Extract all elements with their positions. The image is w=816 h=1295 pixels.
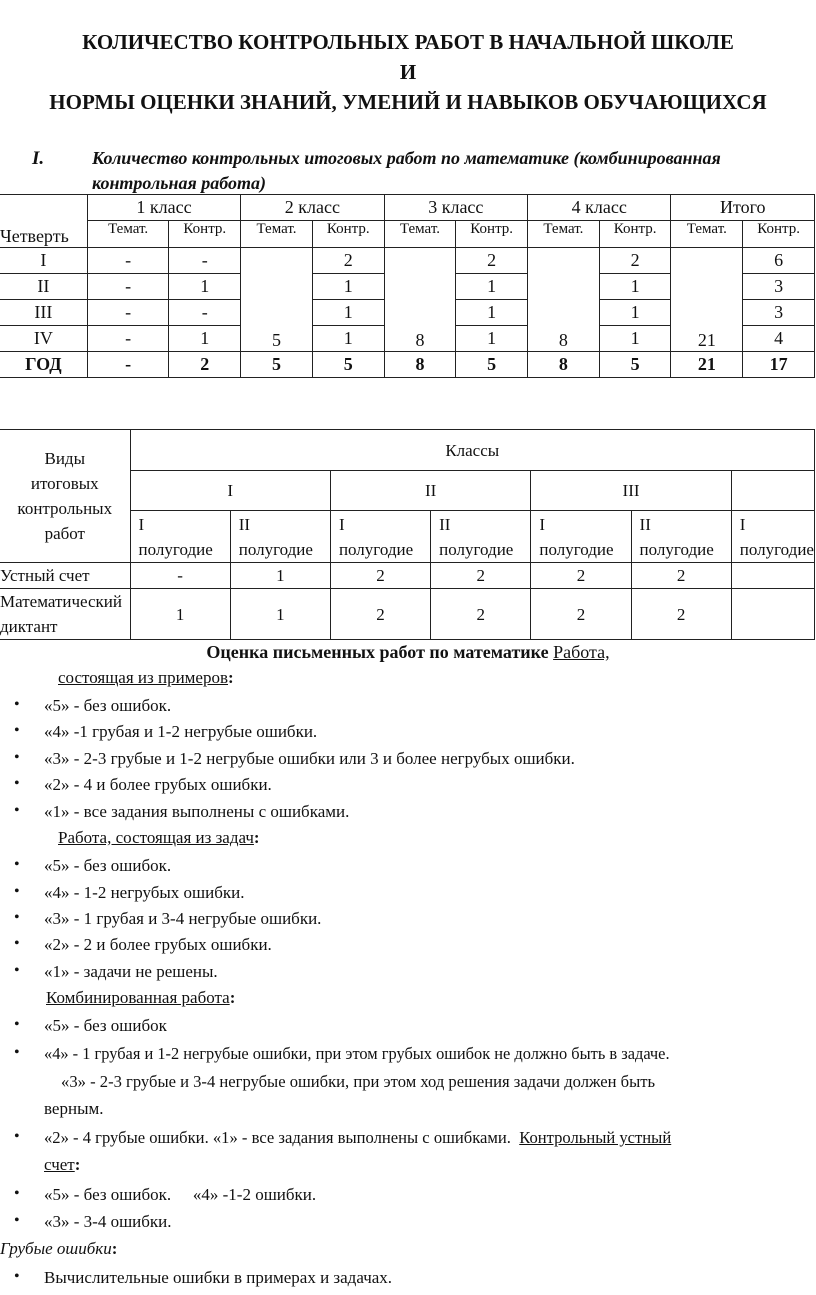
row-label [0,589,130,640]
list-item: Вычислительные ошибки в примерах и задачах. [44,1268,393,1287]
quarter-cell: IV [0,326,87,352]
types-header-line: работ [44,524,85,543]
list-item: «5» - без ошибок. [44,696,172,715]
subheader-tem: Темат. [671,221,743,248]
year-label: ГОД [0,352,87,378]
table-cell: - [87,326,169,352]
list-item: «3» - 2-3 грубые и 3-4 негрубые ошибки, при этом ход решения задачи должен быть [44,1072,638,1091]
subheader-tem: Темат. [87,221,169,248]
table-cell: 3 [743,300,815,326]
table-cell: 2 [431,563,531,589]
grading-heading-underlined: Работа, [553,642,610,662]
subheader-tem: Темат. [528,221,600,248]
half-word: полугодие [739,539,814,559]
class-4-tem-merged: 8 [528,248,600,352]
list-item: «3» - 1 грубая и 3-4 негрубые ошибки. [44,909,322,928]
subheader-kontr: Контр. [169,221,241,248]
subheader-kontr: Контр. [456,221,528,248]
class-iv-header [731,471,814,511]
title-line-1: КОЛИЧЕСТВО КОНТРОЛЬНЫХ РАБОТ В НАЧАЛЬНОЙ ШКОЛЕ [82,30,734,54]
list-item: «5» - без ошибок [44,1016,167,1035]
quarter-cell: I [0,248,87,274]
half-header [130,511,230,563]
quarter-cell: III [0,300,87,326]
table-cell: 1 [230,563,330,589]
table-cell: - [169,300,241,326]
table-cell: 4 [743,326,815,352]
list-item: «3» - 3-4 ошибки. [44,1212,172,1231]
bullet: • [14,1268,20,1285]
list-item: «2» - 2 и более грубых ошибки. [44,935,272,954]
table-cell: 6 [743,248,815,274]
table-cell: 1 [456,326,528,352]
table-cell: 1 [130,589,230,640]
bullet: • [14,1044,20,1061]
colon: : [111,1239,118,1258]
list-item: «1» - все задания выполнены с ошибками. [44,802,350,821]
bullet: • [14,749,20,766]
oral-heading-text: счет [44,1155,75,1174]
subheader-kontr: Контр. [312,221,384,248]
classes-header: Классы [130,430,814,471]
table-cell: 3 [743,274,815,300]
bullet: • [14,962,20,979]
row-label-line: Математический [0,592,122,611]
table-cell: 1 [599,274,671,300]
table-cell [731,563,814,589]
bullet: • [14,883,20,900]
half-header [531,511,631,563]
examples-heading-text: состоящая из примеров [58,668,229,687]
list-item: «4» -1 грубая и 1-2 негрубые ошибки. [44,722,318,741]
half-word: полугодие [138,539,213,559]
subheader-tem: Темат. [241,221,313,248]
class-3-tem-merged: 8 [384,248,456,352]
list-item: «3» - 2-3 грубые и 1-2 негрубые ошибки или 3 и более негрубых ошибки. [44,749,575,768]
table-cell: - [87,274,169,300]
table-cell: 1 [312,274,384,300]
title-line-2: И [399,60,417,84]
oral-heading-part2 [44,1155,80,1175]
colon: : [229,988,236,1007]
class-1-header: 1 класс [87,195,240,221]
half-word: полугодие [238,539,313,559]
types-header [0,430,130,563]
half-number: II [639,514,651,534]
table-cell: 5 [241,352,313,378]
bullet: • [14,856,20,873]
table-cell: 1 [169,274,241,300]
table-cell: 2 [330,563,430,589]
table-cell: 1 [312,326,384,352]
tasks-heading [58,828,260,848]
gross-heading [0,1239,117,1259]
half-header [230,511,330,563]
half-header [631,511,731,563]
table-cell: 17 [743,352,815,378]
half-number: II [238,514,251,534]
list-item: «4» - 1-2 негрубых ошибки. [44,883,245,902]
combined-heading-text: Комбинированная работа [46,988,230,1007]
class-3-header: 3 класс [384,195,527,221]
section-title-line-2: контрольная работа) [92,173,266,193]
table-cell: 5 [456,352,528,378]
half-number: I [338,514,345,534]
list-item [44,1128,671,1148]
half-word: полугодие [639,539,714,559]
section-title [92,146,816,196]
types-header-line: контрольных [17,499,113,518]
list-item: «4» - 1 грубая и 1-2 негрубые ошибки, при этом грубых ошибок не должно быть в задаче. [44,1044,670,1063]
table-cell: 8 [528,352,600,378]
table-cell: 1 [312,300,384,326]
half-number: I [739,514,746,534]
examples-heading [58,668,234,688]
section-number: I. [32,148,45,169]
grading-heading-bold: Оценка письменных работ по математике [206,642,549,662]
half-word: полугодие [338,539,414,559]
gross-heading-text: Грубые ошибки [0,1239,112,1258]
colon: : [74,1155,81,1174]
table-cell: - [87,300,169,326]
table-cell [731,589,814,640]
class-4-header: 4 класс [528,195,671,221]
list-item: «2» - 4 и более грубых ошибки. [44,775,272,794]
table-cell: 2 [169,352,241,378]
colon: : [228,668,234,687]
table-cell: 1 [599,300,671,326]
half-header [731,511,814,563]
table-cell: 2 [456,248,528,274]
table-cell: 2 [531,563,631,589]
subheader-tem: Темат. [384,221,456,248]
table-cell: 5 [599,352,671,378]
table-cell: 2 [330,589,430,640]
bullet: • [14,1185,20,1202]
table-row [0,589,815,640]
oral-heading-part1: Контрольный устный [519,1128,672,1147]
test-types-table [0,429,815,640]
table-cell: 2 [599,248,671,274]
list-item-text: «2» - 4 грубые ошибки. «1» - все задания выполнены с ошибками. [44,1128,511,1147]
table-row [0,248,815,274]
half-word: полугодие [439,539,514,559]
class-ii-header: II [330,471,530,511]
tasks-heading-text: Работа, состоящая из задач [58,828,254,847]
class-iii-header: III [531,471,731,511]
table-cell: - [130,563,230,589]
half-number: I [138,514,145,534]
table-cell: 2 [631,589,731,640]
table-cell: - [87,352,169,378]
list-item: «5» - без ошибок. [44,856,172,875]
table-cell: 1 [169,326,241,352]
table-cell: - [169,248,241,274]
table-cell: 1 [599,326,671,352]
grading-heading [0,642,816,663]
combined-heading [46,988,235,1008]
table-cell: 2 [431,589,531,640]
bullet: • [14,909,20,926]
quarter-header: Четверть [0,195,87,248]
bullet: • [14,802,20,819]
list-item-continuation: верным. [44,1099,104,1118]
list-item: «1» - задачи не решены. [44,962,218,981]
table-cell: 21 [671,352,743,378]
table-cell: 5 [312,352,384,378]
class-i-header: I [130,471,330,511]
total-header: Итого [671,195,815,221]
bullet: • [14,1212,20,1229]
half-number: I [539,514,546,534]
table-cell: 2 [531,589,631,640]
half-header [330,511,430,563]
year-row [0,352,815,378]
section-title-line-1: Количество контрольных итоговых работ по математике (комбинированная [92,148,721,168]
types-header-line: Виды [44,449,86,468]
types-header-line: итоговых [30,474,99,493]
table-cell: 1 [456,300,528,326]
bullet: • [14,696,20,713]
half-header [431,511,531,563]
class-2-header: 2 класс [241,195,384,221]
table-cell: - [87,248,169,274]
bullet: • [14,935,20,952]
tests-count-table [0,194,815,378]
class-2-tem-merged: 5 [241,248,313,352]
list-item: «5» - без ошибок. «4» -1-2 ошибки. [44,1185,299,1204]
table-cell: 2 [631,563,731,589]
table-cell: 1 [456,274,528,300]
subheader-kontr: Контр. [599,221,671,248]
table-cell: 1 [230,589,330,640]
colon: : [253,828,260,847]
bullet: • [14,1128,20,1145]
table-cell: 8 [384,352,456,378]
half-word: полугодие [539,539,614,559]
row-label: Устный счет [0,563,130,589]
half-number: II [439,514,451,534]
subheader-kontr: Контр. [743,221,815,248]
title-line-3: НОРМЫ ОЦЕНКИ ЗНАНИЙ, УМЕНИЙ И НАВЫКОВ ОБУЧАЮЩИХСЯ [49,90,767,114]
table-cell: 2 [312,248,384,274]
total-tem-merged: 21 [671,248,743,352]
table-row [0,563,815,589]
bullet: • [14,722,20,739]
quarter-cell: II [0,274,87,300]
row-label-line: диктант [0,617,58,636]
bullet: • [14,775,20,792]
bullet: • [14,1016,20,1033]
